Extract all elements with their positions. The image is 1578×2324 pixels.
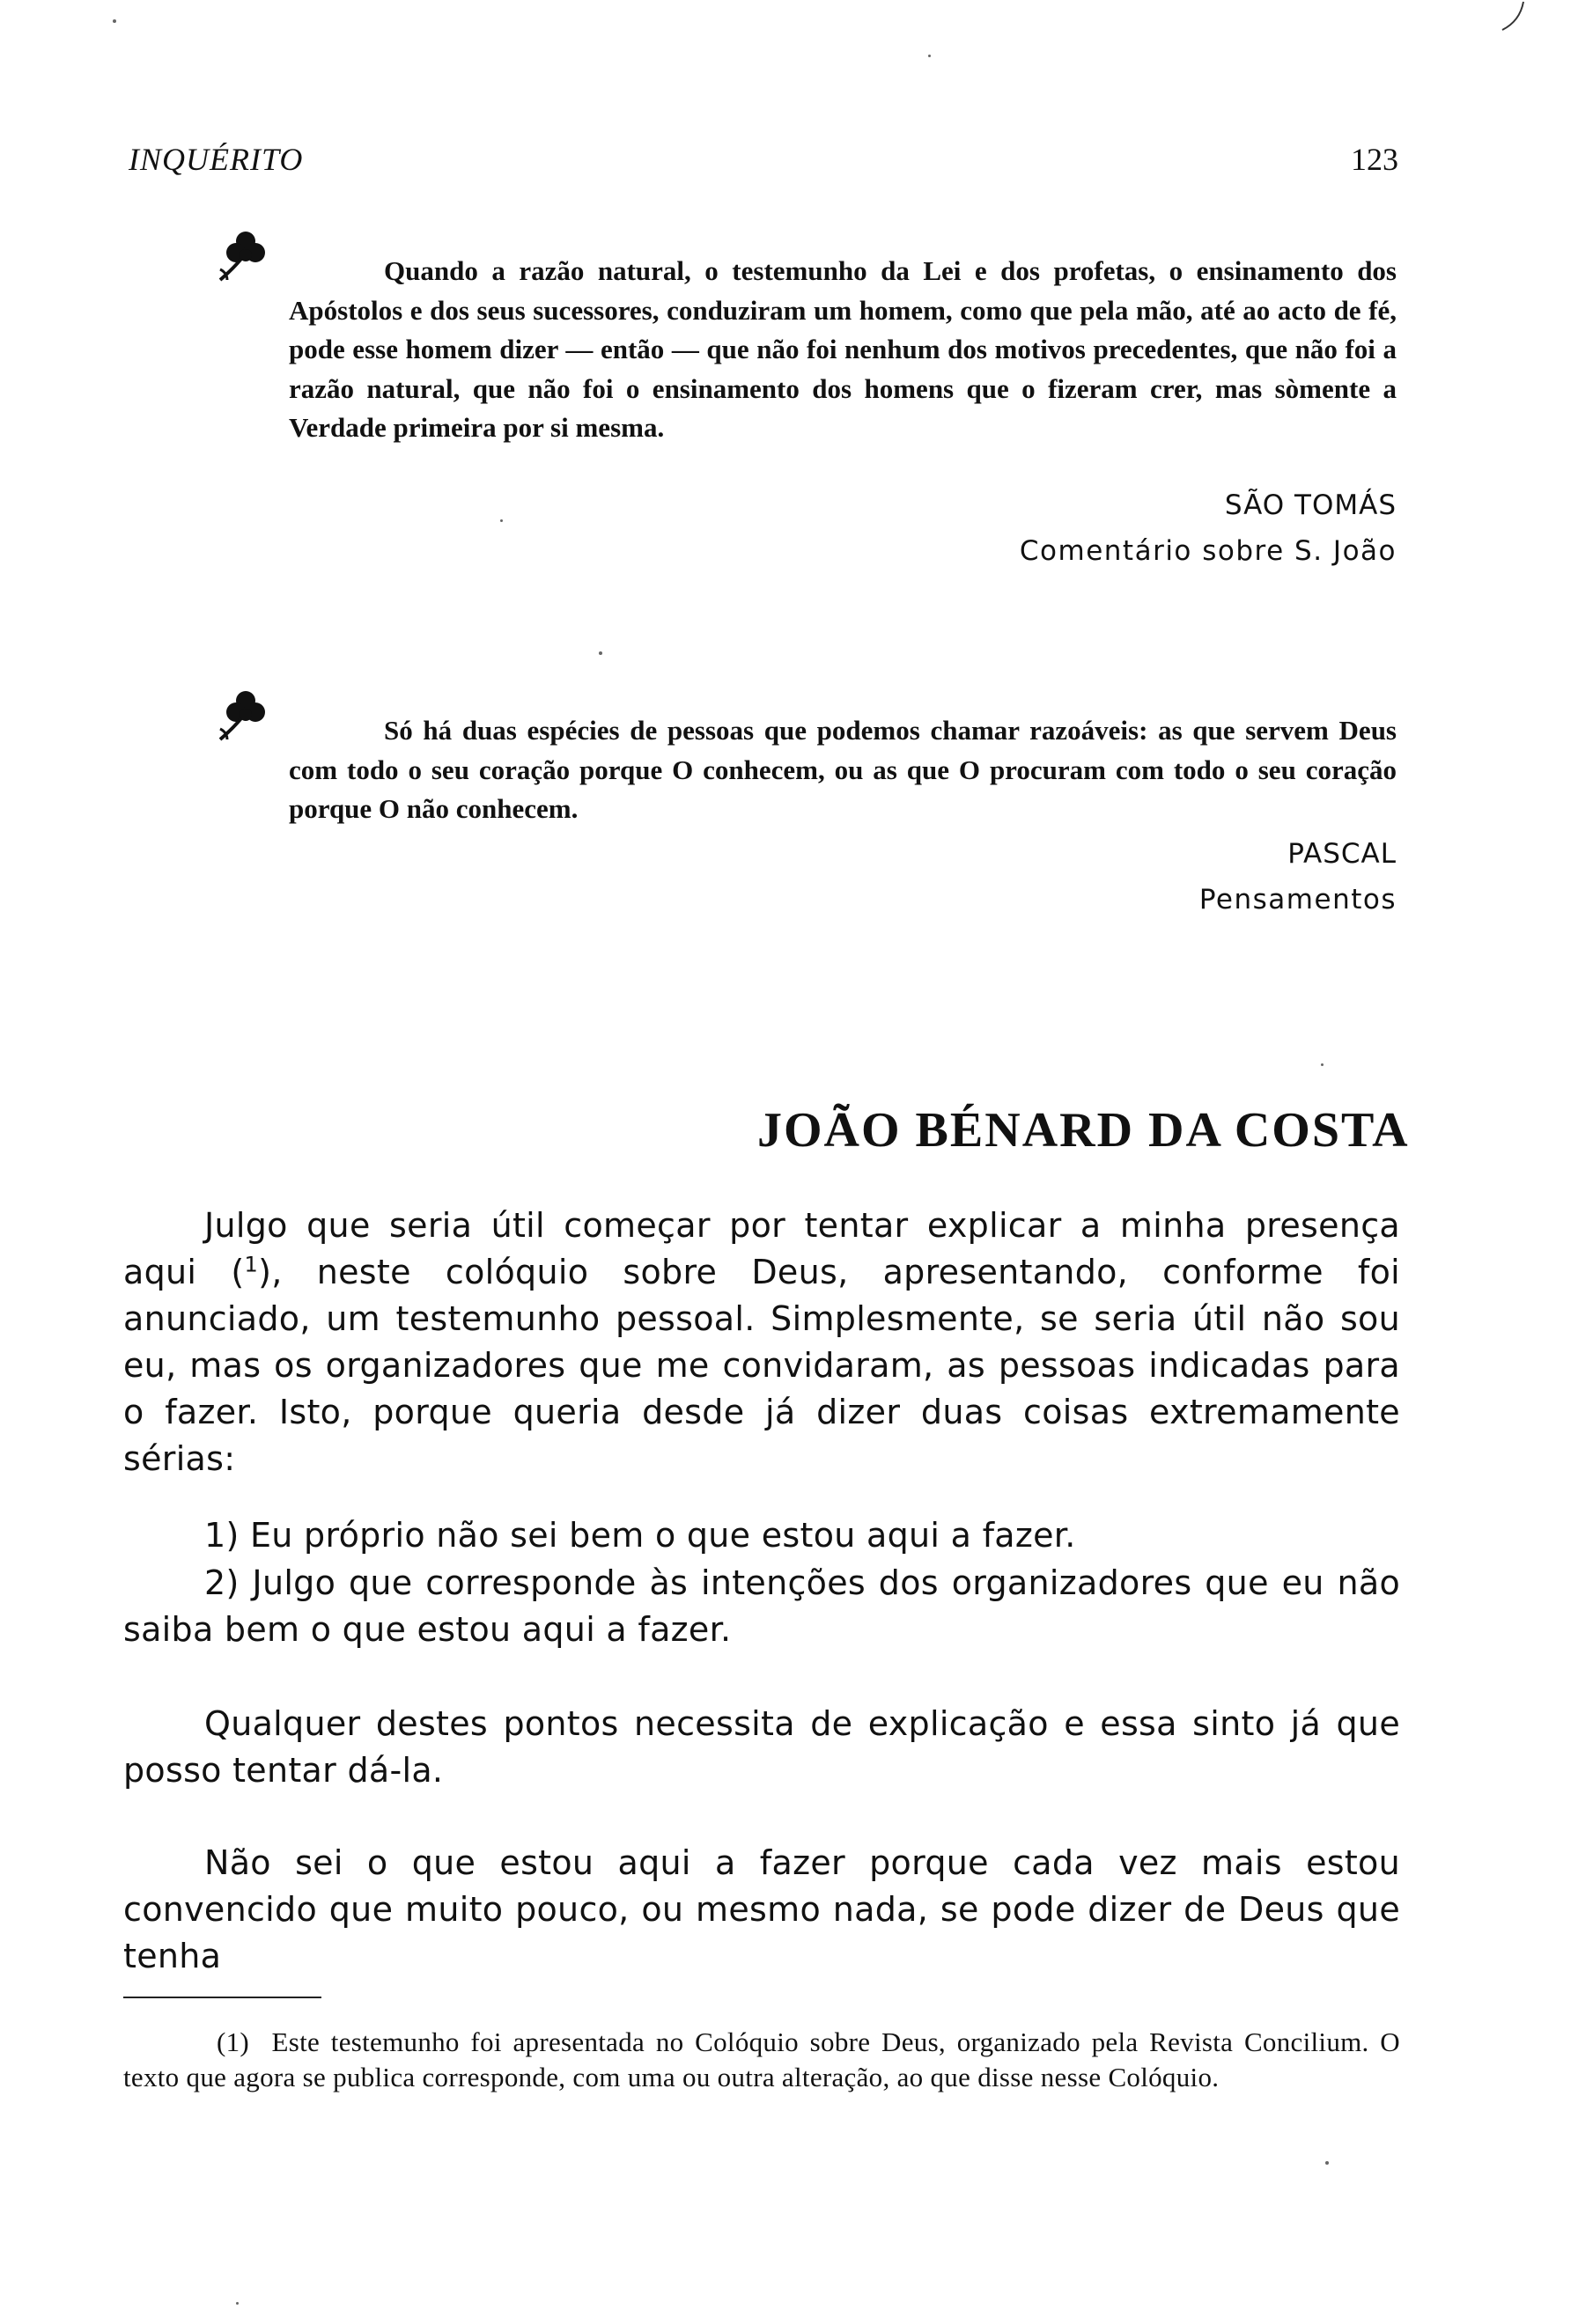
section-title: INQUÉRITO bbox=[129, 142, 304, 177]
scan-speck bbox=[1325, 2161, 1329, 2165]
quote-author: PASCAL bbox=[1287, 838, 1397, 870]
scan-speck bbox=[236, 2302, 239, 2305]
fleuron-icon bbox=[217, 688, 268, 743]
scan-speck bbox=[113, 19, 116, 23]
list-item: 1) Eu próprio não sei bem o que estou aqui a fazer. bbox=[204, 1516, 1076, 1555]
footnote: (1) Este testemunho foi apresentada no Colóquio sobre Deus, organizado pela Revista Concilium. O texto que agora se publica corresponde, com uma ou outra alteração, ao que disse nesse Colóquio. bbox=[123, 2026, 1400, 2092]
running-header bbox=[129, 141, 1398, 178]
footnote-divider bbox=[123, 1997, 321, 1998]
quote-attribution bbox=[1004, 831, 1397, 923]
body-paragraph: Qualquer destes pontos necessita de explicação e essa sinto já que posso tentar dá-la. bbox=[123, 1704, 1400, 1790]
quote-block bbox=[289, 711, 1397, 829]
quote-source: Comentário sobre S. João bbox=[1019, 535, 1397, 567]
fleuron-icon bbox=[217, 229, 268, 283]
footnote-marker: (1) bbox=[217, 2026, 250, 2057]
body-paragraph: Julgo que seria útil começar por tentar explicar a minha presença aqui ($^1$), neste colóquio sobre Deus, apresentando, conforme foi anunciado, um testemunho pessoal. Simplesmente, se seria útil não sou eu, mas os organizadores que me convidaram, as pessoas indicadas para o fazer. Isto, porque queria desde já dizer duas coisas extremamente sérias: bbox=[123, 1206, 1400, 1478]
scan-speck bbox=[928, 55, 931, 57]
quote-text: Quando a razão natural, o testemunho da Lei e dos profetas, o ensinamento dos Apóstolos e dos seus sucessores, conduziram um homem, como que pela mão, até ao acto de fé, pode esse homem dizer — então — que não foi nenhum dos motivos precedentes, que não foi a razão natural, que não foi o ensinamento dos homens que o fizeram crer, mas sòmente a Verdade primeira por si mesma. bbox=[289, 255, 1397, 443]
author-heading: JOÃO BÉNARD DA COSTA bbox=[757, 1103, 1410, 1158]
quote-author: SÃO TOMÁS bbox=[1224, 489, 1397, 521]
quote-text: Só há duas espécies de pessoas que podemos chamar razoáveis: as que servem Deus com todo o seu coração porque O conhecem, ou as que O procuram com todo o seu coração porque O não conhecem. bbox=[289, 715, 1397, 824]
body-paragraph: Não sei o que estou aqui a fazer porque cada vez mais estou convencido que muito pouco, ou mesmo nada, se pode dizer de Deus que tenha bbox=[123, 1843, 1400, 1975]
footnote-reference: 1 bbox=[244, 1252, 259, 1277]
scan-speck bbox=[1321, 1063, 1324, 1066]
list-item: 2) Julgo que corresponde às intenções dos organizadores que eu não saiba bem o que estou aqui a fazer. bbox=[123, 1563, 1400, 1649]
quote-block bbox=[289, 252, 1397, 448]
page-number: 123 bbox=[1351, 142, 1398, 177]
pencil-mark bbox=[1497, 0, 1532, 35]
scan-speck bbox=[599, 651, 602, 655]
scan-speck bbox=[500, 519, 503, 522]
quote-attribution bbox=[916, 482, 1397, 574]
quote-source: Pensamentos bbox=[1198, 884, 1397, 916]
